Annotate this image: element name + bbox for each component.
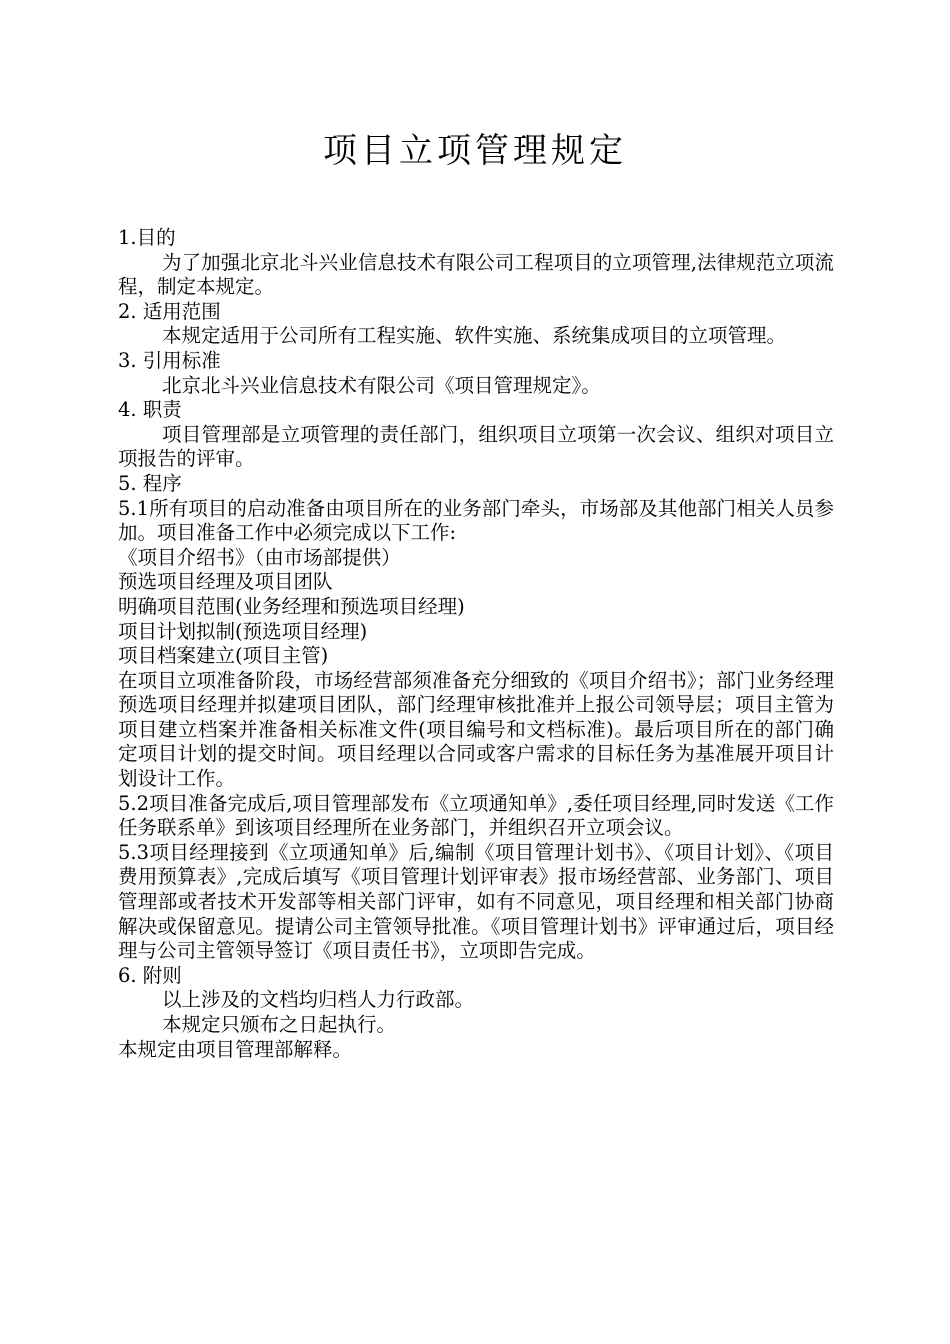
section-6-line: 本规定由项目管理部解释。 bbox=[118, 1037, 353, 1061]
list-item: 项目计划拟制(预选项目经理) bbox=[118, 619, 368, 643]
section-2-heading: 2. 适用范围 bbox=[118, 299, 221, 323]
section-5-1-text: 5.1所有项目的启动准备由项目所在的业务部门牵头，市场部及其他部门相关人员参加。项目准备工作中必须完成以下工作: bbox=[118, 496, 834, 545]
section-1-heading: 1.目的 bbox=[118, 226, 176, 249]
section-6-heading: 6. 附则 bbox=[118, 963, 182, 987]
document-title: 项目立项管理规定 bbox=[323, 131, 627, 171]
document-body bbox=[118, 226, 834, 1062]
section-5-1-detail: 在项目立项准备阶段，市场经营部须准备充分细致的《项目介绍书》；部门业务经理预选项目经理并拟建项目团队，部门经理审核批准并上报公司领导层；项目主管为项目建立档案并准备相关标准文件(项目编号和文档标准)。最后项目所在的部门确定项目计划的提交时间。项目经理以合同或客户需求的目标任务为基准展开项目计划设计工作。 bbox=[118, 668, 834, 791]
list-item: 《项目介绍书》（由市场部提供） bbox=[118, 545, 401, 569]
section-5-2-text: 5.2项目准备完成后,项目管理部发布《立项通知单》,委任项目经理,同时发送《工作任务联系单》到该项目经理所在业务部门，并组织召开立项会议。 bbox=[118, 791, 834, 840]
section-5-3-text: 5.3项目经理接到《立项通知单》后,编制《项目管理计划书》、《项目计划》、《项目费用预算表》,完成后填写《项目管理计划评审表》报市场经营部、业务部门、项目管理部或者技术开发部等相关部门评审，如有不同意见，项目经理和相关部门协商解决或保留意见。提请公司主管领导批准。《项目管理计划书》评审通过后，项目经理与公司主管领导签订《项目责任书》，立项即告完成。 bbox=[118, 840, 834, 963]
section-5-heading: 5. 程序 bbox=[118, 471, 182, 495]
section-6-line: 以上涉及的文档均归档人力行政部。 bbox=[162, 988, 475, 1012]
section-3-heading: 3. 引用标准 bbox=[118, 348, 221, 372]
list-item: 明确项目范围(业务经理和预选项目经理) bbox=[118, 594, 465, 618]
section-3-text: 北京北斗兴业信息技术有限公司《项目管理规定》。 bbox=[162, 373, 601, 397]
list-item: 项目档案建立(项目主管) bbox=[118, 644, 329, 668]
section-4-heading: 4. 职责 bbox=[118, 398, 182, 422]
section-4-text: 项目管理部是立项管理的责任部门，组织项目立项第一次会议、组织对项目立项报告的评审。 bbox=[118, 422, 834, 471]
section-1-text: 为了加强北京北斗兴业信息技术有限公司工程项目的立项管理,法律规范立项流程，制定本规定。 bbox=[118, 250, 834, 299]
section-2-text: 本规定适用于公司所有工程实施、软件实施、系统集成项目的立项管理。 bbox=[162, 324, 787, 348]
list-item: 预选项目经理及项目团队 bbox=[118, 570, 333, 594]
section-6-line: 本规定只颁布之日起执行。 bbox=[162, 1013, 397, 1036]
